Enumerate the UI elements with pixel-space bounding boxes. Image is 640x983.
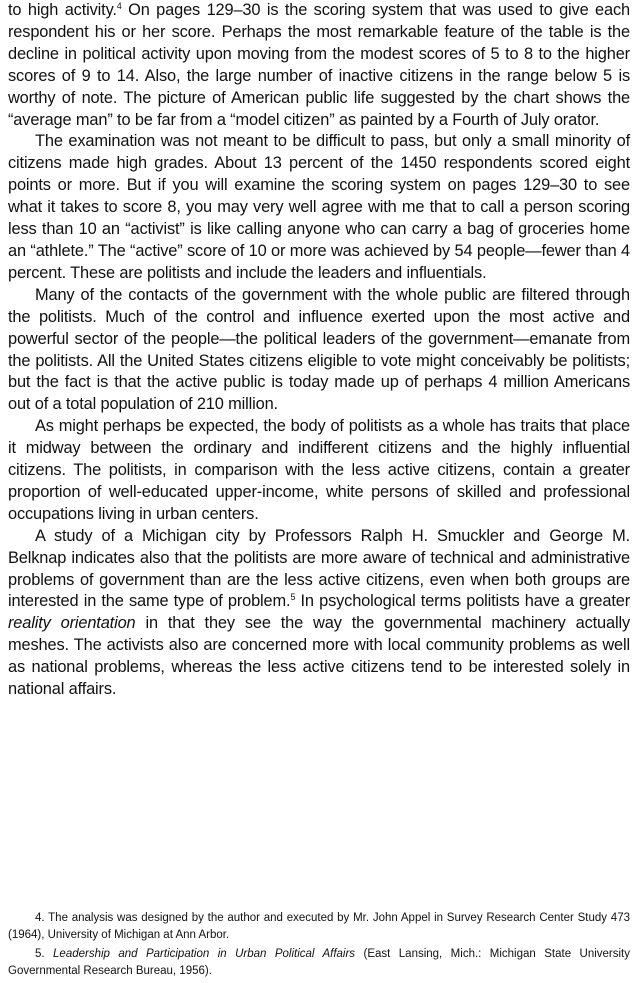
paragraph-5-text-a: A study of a Michigan city by Professors Ralph H. Smuckler and George M. Belknap indicates also that the politists are more aware of technical and administrative problems of government than are the less active citizens, even when both groups are interested in the same type of problem. bbox=[8, 526, 630, 611]
paragraph-4: As might perhaps be expected, the body of politists as a whole has traits that place it midway between the ordinary and indifferent citizens and the highly influential citizens. The politists, in comparison with the less active citizens, contain a greater proportion of well-educated upper-income, white persons of skilled and professional occupations living in urban centers. bbox=[8, 417, 630, 523]
paragraph-5-text-b: In psychological terms politists have a greater bbox=[295, 592, 631, 611]
footnote-number: 4. bbox=[35, 912, 45, 924]
paragraph-1 bbox=[8, 0, 630, 131]
paragraph-1-text-a: to high activity. bbox=[8, 1, 117, 19]
footnote-ref-4[interactable]: 4 bbox=[116, 1, 122, 11]
footnote-4 bbox=[8, 910, 630, 945]
paragraph-2: The examination was not meant to be difficult to pass, but only a small minority of citizens made high grades. About 13 percent of the 1450 respondents scored eight points or more. But if you will examine the scoring system on pages 129–30 to see what it takes to score 8, you may very well agree with me that to call a person scoring less than 10 an “activist” is like calling anyone who can carry a bag of groceries home an “athlete.” The “active” score of 10 or more was achieved by 54 people—fewer than 4 percent. These are politists and include the leaders and influentials. bbox=[8, 132, 630, 282]
emphasis-reality-orientation: reality orientation bbox=[8, 614, 136, 633]
footnote-text: (East Lansing, Mich.: Michigan State University Governmental Research Bureau, 1956). bbox=[8, 947, 630, 978]
main-text bbox=[8, 0, 630, 701]
footnote-cited-title: Leadership and Participation in Urban Political Affairs bbox=[53, 947, 356, 960]
footnote-ref-5[interactable]: 5 bbox=[290, 592, 296, 603]
paragraph-5 bbox=[8, 526, 630, 701]
footnote-number: 5. bbox=[35, 947, 45, 960]
footnote-text: The analysis was designed by the author and executed by Mr. John Appel in Survey Research Center Study 473 (1964), University of Michigan at Ann Arbor. bbox=[8, 912, 630, 942]
paragraph-5-text-c: in that they see the way the governmental machinery actually meshes. The activists also are concerned more with local community problems as well as national problems, whereas the less active citizens tend to be interested solely in national affairs. bbox=[8, 614, 631, 699]
paragraph-3: Many of the contacts of the government with the whole public are filtered through the politists. Much of the control and influence exerted upon the most active and powerful sector of the people—the political leaders of the government—emanate from the politists. All the United States citizens eligible to vote might conceivably be politists; but the fact is that the active public is today made up of perhaps 4 million Americans out of a total population of 210 million. bbox=[8, 285, 630, 414]
paragraph-1-text-b: On pages 129–30 is the scoring system that was used to give each respondent his or her score. Perhaps the most remarkable feature of the table is the decline in political activity upon moving from the modest scores of 5 to 8 to the higher scores of 9 to 14. Also, the large number of inactive citizens in the range below 5 is worthy of note. The picture of American public life suggested by the chart shows the “average man” to be far from a “model citizen” as painted by a Fourth of July orator. bbox=[8, 1, 630, 129]
footnotes bbox=[8, 910, 630, 982]
footnote-5 bbox=[8, 946, 630, 981]
